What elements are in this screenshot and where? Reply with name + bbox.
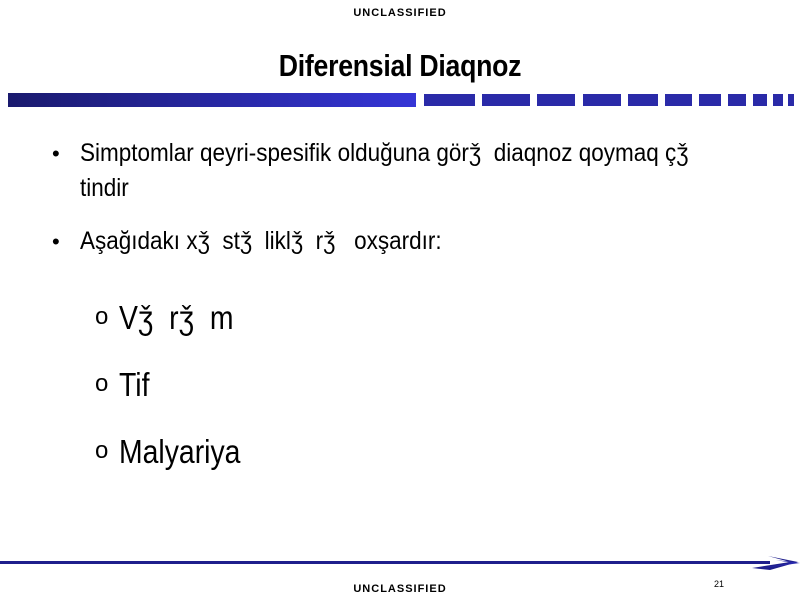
bullet-dot: •	[52, 141, 60, 166]
hollow-bullet-icon: o	[95, 370, 109, 397]
bullet-dot: •	[52, 229, 60, 254]
hollow-bullet-icon: o	[95, 303, 109, 330]
classification-banner-bottom: UNCLASSIFIED	[353, 583, 447, 595]
page-number: 21	[714, 579, 725, 589]
bullet-item	[52, 224, 772, 259]
sub-bullet-text: Malyariya	[119, 433, 241, 470]
footer-arrow-line	[0, 552, 800, 576]
sub-bullet-text: Vǯ rǯ m	[119, 299, 234, 336]
bullet-list	[52, 136, 772, 277]
bullet-item	[52, 136, 772, 206]
hollow-bullet-icon: o	[95, 437, 109, 464]
bullet-text: Aşağıdakı xǯ stǯ liklǯ rǯ oxşardır:	[80, 227, 442, 255]
title-decoration-bar	[0, 93, 800, 107]
slide-title: Diferensial Diaqnoz	[278, 48, 522, 83]
classification-banner-top: UNCLASSIFIED	[353, 7, 447, 19]
sub-bullet-text: Tif	[119, 366, 150, 403]
bullet-text: Simptomlar qeyri-spesifik olduğuna görǯ diaqnoz qoymaq çǯ tindir	[80, 139, 702, 202]
